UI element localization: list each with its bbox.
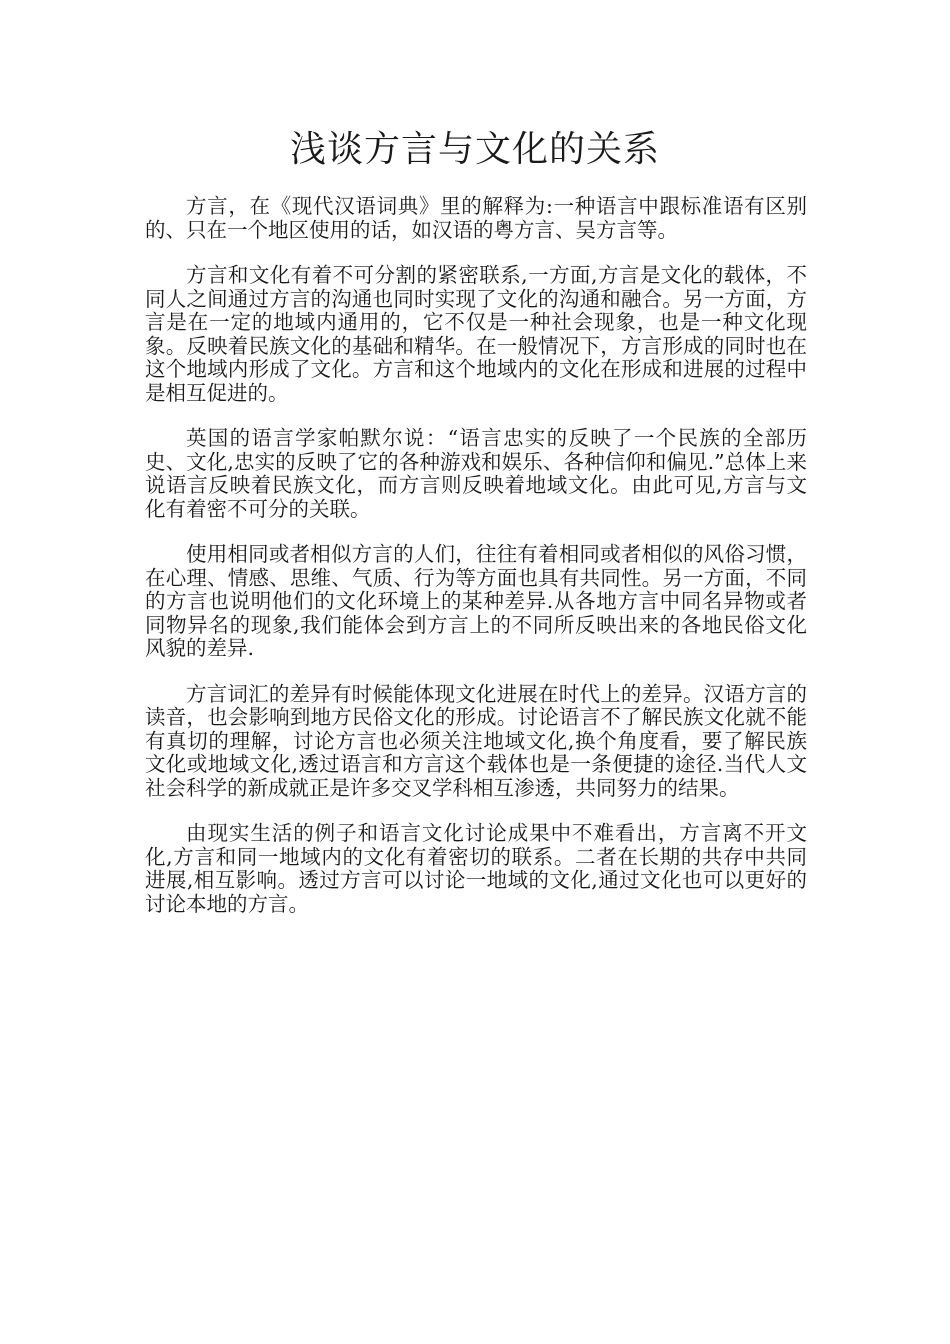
paragraph-2: 方言和文化有着不可分割的紧密联系,一方面,方言是文化的载体，不同人之间通过方言的沟通也同时实现了文化的沟通和融合。另一方面，方言是在一定的地域内通用的，它不仅是一种社会现象，也是一种文化现象。反映着民族文化的基础和精华。在一般情况下，方言形成的同时也在这个地域内形成了文化。方言和这个地域内的文化在形成和进展的过程中是相互促进的。 [145, 263, 807, 405]
paragraph-4: 使用相同或者相似方言的人们，往往有着相同或者相似的风俗习惯，在心理、情感、思维、气质、行为等方面也具有共同性。另一方面，不同的方言也说明他们的文化环境上的某种差异.从各地方言中同名异物或者同物异名的现象,我们能体会到方言上的不同所反映出来的各地民俗文化风貌的差异. [145, 542, 807, 660]
paragraph-6: 由现实生活的例子和语言文化讨论成果中不难看出，方言离不开文化,方言和同一地域内的文化有着密切的联系。二者在长期的共存中共同进展,相互影响。透过方言可以讨论一地域的文化,通过文化也可以更好的讨论本地的方言。 [145, 821, 807, 916]
document-body [145, 195, 807, 938]
paragraph-1: 方言，在《现代汉语词典》里的解释为:一种语言中跟标准语有区别的、只在一个地区使用的话，如汉语的粤方言、吴方言等。 [145, 194, 807, 242]
paragraph-5: 方言词汇的差异有时候能体现文化进展在时代上的差异。汉语方言的读音，也会影响到地方民俗文化的形成。讨论语言不了解民族文化就不能有真切的理解，讨论方言也必须关注地域文化,换个角度看，要了解民族文化或地域文化,透过语言和方言这个载体也是一条便捷的途径.当代人文社会科学的新成就正是许多交叉学科相互渗透，共同努力的结果。 [145, 681, 807, 800]
document-title: 浅谈方言与文化的关系 [289, 129, 660, 170]
paragraph-3: 英国的语言学家帕默尔说：“语言忠实的反映了一个民族的全部历史、文化,忠实的反映了它的各种游戏和娱乐、各种信仰和偏见.”总体上来说语言反映着民族文化，而方言则反映着地域文化。由此可见,方言与文化有着密不可分的关联。 [145, 426, 807, 521]
